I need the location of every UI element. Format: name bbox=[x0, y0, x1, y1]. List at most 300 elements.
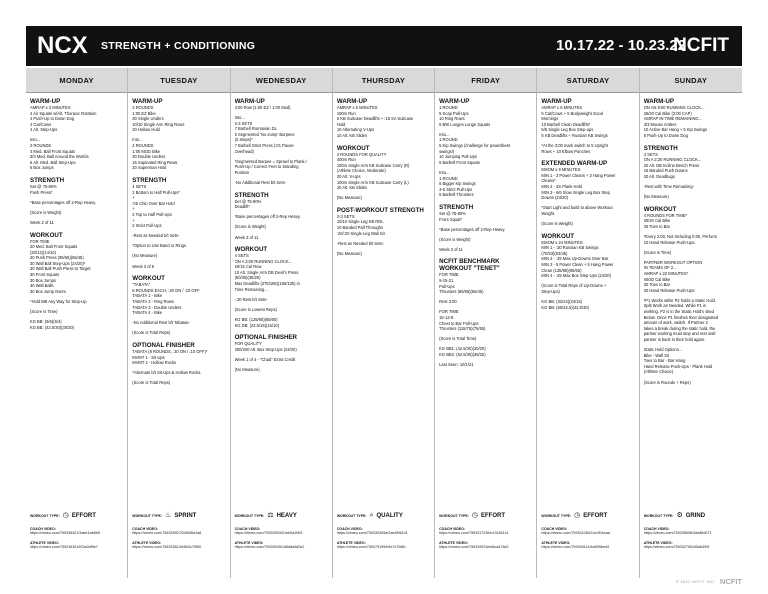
coach-video-label: COACH VIDEO: bbox=[643, 527, 670, 531]
workout-type bbox=[337, 510, 430, 522]
day-footer bbox=[541, 510, 634, 550]
date-range: 10.17.22 - 10.23.22 bbox=[556, 37, 687, 54]
section-title: STRENGTH bbox=[132, 177, 167, 185]
coach-video-link[interactable]: https://vimeo.com/759331729/cb131841c1 bbox=[439, 531, 509, 535]
program-line: Week 3 of 11 bbox=[439, 246, 463, 252]
program-line: 400m Run bbox=[336, 157, 356, 163]
day-footer bbox=[644, 510, 738, 550]
athlete-video-label: ATHLETE VIDEO: bbox=[336, 540, 366, 545]
day-header: THURSDAY bbox=[333, 68, 434, 93]
program-line: 3 SETS bbox=[643, 151, 658, 157]
program-line: TABATA 1 - Bike bbox=[132, 293, 163, 299]
workout-type-value: GRIND bbox=[685, 513, 706, 519]
program-line: 100m Single Arm KB Suitcase Carry (L) bbox=[336, 179, 409, 185]
program-line: 20 Superman Hold bbox=[132, 165, 167, 171]
program-line: partner is back in their hold again. bbox=[643, 337, 706, 342]
program-line: Into... bbox=[132, 137, 143, 143]
workout-type bbox=[541, 510, 634, 522]
workout-type-label: WORKOUT TYPE: bbox=[336, 514, 367, 518]
program-line: Into... bbox=[439, 131, 450, 137]
workout-type-value: EFFORT bbox=[71, 513, 96, 519]
section-title: EXTENDED WARM-UP bbox=[541, 160, 608, 168]
program-line: *Base percentages off 2-Rep Heavy. bbox=[234, 214, 301, 220]
clock-icon: ◷ bbox=[471, 512, 478, 519]
program-line: 20 Alt. Deadbugs bbox=[643, 173, 675, 179]
day-header: SATURDAY bbox=[537, 68, 638, 93]
program-line: 30 Wall Balls bbox=[30, 283, 54, 289]
program-line: (Score is Weight) bbox=[234, 224, 266, 230]
program-line: 10 Jumping Pull-Ups bbox=[439, 154, 477, 160]
day-program bbox=[235, 98, 328, 508]
workout-type-label: WORKOUT TYPE: bbox=[541, 514, 572, 518]
section-title: WARM-UP bbox=[234, 98, 265, 105]
workout-type-value: EFFORT bbox=[481, 513, 505, 519]
program-line: 30 Wall Ball Step-Ups (24/20)* bbox=[30, 260, 86, 266]
program-line: 7 Barbell Strict Press (:01 Pause bbox=[234, 143, 294, 149]
program-line: ON A 3:00 RUNNING CLOCK... bbox=[234, 258, 293, 264]
program-line: 20 Med. Ball Front Squats bbox=[30, 244, 78, 250]
athlete-video-link[interactable]: https://vimeo.com/759333813/b653c79f09 bbox=[132, 544, 201, 549]
program-line: AMRAP x 3 MINUTES bbox=[30, 105, 71, 110]
program-line: 100m Run bbox=[336, 110, 356, 116]
workout-type-label: WORKOUT TYPE: bbox=[132, 514, 163, 518]
program-line: Thrusters (115/75)(75/55) bbox=[439, 326, 486, 332]
day-column-thursday bbox=[333, 68, 435, 578]
program-line: KG BB: (42.5/30)(30/20) bbox=[30, 324, 75, 330]
program-line: Week 3 of 11 bbox=[234, 234, 259, 240]
program-line: KG BB: (125/85)(85/60) bbox=[234, 316, 278, 322]
program-line: Push-Up / Correct Feet to Standing bbox=[234, 164, 299, 170]
program-line: *Start Light and build to above Workout bbox=[541, 205, 613, 211]
day-header: FRIDAY bbox=[435, 68, 536, 93]
program-line: KG BB: (60/42.5)(42.5/30) bbox=[541, 304, 589, 310]
coach-video-link[interactable]: https://vimeo.com/759330309a/2ae4f961d1 bbox=[336, 531, 408, 535]
program-line: AMRAP x 22 MINUTES* bbox=[643, 270, 689, 276]
program-line: Step-Ups) bbox=[541, 288, 560, 294]
coach-video-link[interactable]: https://vimeo.com/759336421/3aee1ab8b5 bbox=[30, 531, 100, 535]
footer-logo: NCFIT bbox=[719, 577, 742, 586]
clock-icon: ◷ bbox=[62, 512, 69, 519]
workout-type bbox=[439, 510, 532, 522]
program-line: takes a break during the static hold, the bbox=[643, 325, 716, 331]
program-line: 10 Active Bar Hang + 5 Kip Swings bbox=[643, 127, 708, 133]
program-line: FOR TIME bbox=[30, 238, 50, 244]
day-header: SUNDAY bbox=[640, 68, 742, 93]
program-line: 30 Front Squats bbox=[30, 272, 60, 278]
workout-type-label: WORKOUT TYPE: bbox=[439, 514, 469, 518]
program-line: Week 2 of 11 bbox=[30, 219, 54, 225]
flame-icon: ♨ bbox=[165, 512, 172, 519]
program-line: 3 ROUNDS FOR QUALITY bbox=[336, 151, 387, 157]
program-line: 30 Box Jump Overs bbox=[30, 288, 66, 294]
program-line: 10 Ring Rows bbox=[439, 116, 465, 122]
program-line: Rest 3:00 bbox=[439, 299, 457, 305]
header-bar bbox=[26, 26, 742, 66]
program-line: Clean (135/95)(95/65) bbox=[541, 267, 582, 273]
program-line: 6 Box Jumps bbox=[30, 165, 54, 171]
program-line: KG BB1: (42.5/30)(30/20) bbox=[439, 346, 486, 352]
coach-video-link[interactable]: https://vimeo.com/759331084/14c4f1bcaa bbox=[541, 531, 610, 535]
program-line: 2-3 SETS bbox=[234, 120, 253, 126]
section-title: STRENGTH bbox=[439, 203, 474, 211]
program-line: 4 SETS bbox=[132, 184, 147, 190]
program-line: 5 Bigger Kip Swings bbox=[439, 181, 476, 187]
program-line: (Score is Total Reps of Up-Downs + bbox=[541, 283, 607, 289]
program-line: EMOM x 9 MINUTES bbox=[541, 167, 581, 173]
workout-type-label: WORKOUT TYPE: bbox=[234, 514, 265, 518]
program-line: 5 Segmented 'No-Jump' Burpees bbox=[234, 131, 295, 137]
program-line: working, P2 is in the Static Hold's sited bbox=[643, 309, 714, 315]
program-line: -Rest with Time Remaining- bbox=[643, 184, 694, 190]
program-line: 25/20 Cal Bike bbox=[643, 218, 671, 224]
program-line: 1 ROUND bbox=[439, 175, 458, 181]
program-line: 4 ROUNDS FOR TIME* bbox=[643, 212, 688, 218]
program-line: (Score is Weight) bbox=[439, 236, 471, 242]
program-line: (No Measure) bbox=[132, 253, 158, 259]
gear-icon: ⚙ bbox=[676, 512, 683, 519]
program-line: 4 Med. Ball Front Squats bbox=[30, 148, 76, 154]
program-line: 15 Supinated Ring Rows bbox=[132, 159, 178, 165]
program-line: FOR TIME bbox=[439, 272, 459, 278]
program-line: 5 Barbell Front Squats bbox=[439, 159, 480, 165]
program-line: Bike - Wall Sit bbox=[643, 352, 670, 358]
program-line: 300/200 Alt. Box Step-Ups (24/20) bbox=[234, 346, 297, 352]
program-line: MIN 1 - 3 Power Cleans + 3 Hang Power bbox=[541, 172, 616, 178]
program-line: 5 KB Deadlifts + Russian KB Swings bbox=[541, 132, 608, 138]
program-line: *Option to Use Band or Rings. bbox=[132, 243, 188, 249]
program-line: 3:00 Row (1:00 EZ / 1:00 Mod) bbox=[234, 105, 291, 110]
program-line: *Segmented Burpee = Sprawl to Plank / bbox=[234, 158, 307, 164]
program-subtitle: STRENGTH + CONDITIONING bbox=[101, 40, 256, 52]
program-line: 3/3 Mouse Antlers bbox=[643, 121, 677, 127]
week-grid bbox=[26, 68, 742, 578]
program-line: 2 ROUNDS bbox=[132, 143, 154, 149]
program-line: 20 Alt. DB Incline Bench Press bbox=[643, 162, 700, 168]
day-footer bbox=[30, 510, 123, 550]
day-footer bbox=[235, 510, 328, 550]
program-line: 10 Alternating V-Ups bbox=[336, 127, 375, 133]
program-line: (Score is Weight) bbox=[30, 209, 62, 215]
athlete-video-link[interactable]: https://vimeo.com/759216301/f02a0df9e7 bbox=[30, 544, 98, 549]
program-line: *Base percentages off 2-Rep Heavy. bbox=[439, 226, 506, 232]
athlete-video-link[interactable]: https://vimeo.com/759336114/4e809bed3 bbox=[541, 544, 610, 549]
program-line: 5 Push-Up to Down Dog bbox=[643, 132, 688, 138]
program-line: 25/20 Cal Bike (2:00 CAP) bbox=[643, 110, 692, 116]
program-line: 20 Push Press (95/65)(65/45) bbox=[30, 255, 84, 261]
section-title: WORKOUT bbox=[234, 246, 268, 254]
program-line: *Alternate b/t Sit-Ups & Hollow Rocks. bbox=[132, 370, 202, 376]
program-line: 10/10 Single Leg KB RDL bbox=[336, 219, 384, 225]
day-column-monday bbox=[26, 68, 128, 578]
section-title: STRENGTH bbox=[643, 144, 678, 152]
program-line: 30 Single Unders bbox=[132, 116, 164, 122]
program-line: 4 Cat/Cows bbox=[30, 121, 52, 127]
program-line: 2 ROUNDS bbox=[30, 143, 52, 149]
program-line: 30 Box Jumps bbox=[30, 277, 56, 283]
program-line: TABATA (8 ROUNDS, :20 ON / :10 OFF)* bbox=[132, 348, 208, 354]
program-line: KG BB: (32/24)(24/16) bbox=[541, 298, 583, 304]
coach-video-link[interactable]: https://vimeo.com/759330034/1eb0a1f4f3 bbox=[234, 531, 303, 535]
program-line: Below. Once P1 finishes their designated bbox=[643, 314, 719, 320]
program-line: 4 Push-Up to Down Dog bbox=[30, 116, 75, 122]
coach-video-label: COACH VIDEO: bbox=[132, 527, 159, 531]
program-line: *Every 2:00, Not Including 0:00, Perform bbox=[643, 234, 717, 239]
program-line: 5 Barbell Thrusters bbox=[439, 192, 474, 198]
section-title: WARM-UP bbox=[336, 98, 368, 105]
program-line: Into... bbox=[30, 137, 41, 143]
athlete-video-label: ATHLETE VIDEO: bbox=[132, 540, 162, 545]
program-line: (Score is Weight) bbox=[541, 221, 573, 226]
program-line: MIN 3 - 5 Power Clean + 5 Hang Power bbox=[541, 261, 614, 267]
ncfit-brand: NCFIT bbox=[673, 35, 729, 56]
program-line: 10/10 Single Arm Ring Rows bbox=[132, 121, 185, 127]
day-column-wednesday bbox=[231, 68, 333, 578]
program-line: 15 Banded Push Downs bbox=[643, 168, 688, 174]
program-line: *Hold MB Any Way for Step-Up bbox=[30, 298, 87, 304]
section-title: OPTIONAL FINISHER bbox=[234, 334, 298, 342]
program-line: 1:00 MOD Bike bbox=[132, 148, 161, 154]
program-line: Into... bbox=[439, 169, 450, 175]
day-program bbox=[30, 98, 123, 508]
program-line: :20/:20 Single Leg Wall Sit bbox=[336, 230, 385, 236]
section-title: WARM-UP bbox=[132, 98, 163, 105]
program-line: 7 Barbell Romanian DL bbox=[234, 126, 277, 132]
athlete-video-link[interactable]: https://vimeo.com/759339576/cb6ca478c0 bbox=[439, 544, 509, 549]
program-line: PARTNER WORKOUT OPTION bbox=[643, 259, 703, 265]
program-line: 5 Kip Swings (challenge for power/best bbox=[439, 143, 510, 149]
program-line: FOR TIME bbox=[439, 309, 459, 315]
program-line: 4 SETS bbox=[234, 253, 249, 259]
program-line: 1:00 EZ Bike bbox=[132, 110, 156, 116]
program-line: (No Measure) bbox=[336, 195, 362, 201]
program-line: 20 Alt. KB Slides bbox=[336, 185, 368, 191]
program-line: -No Additional Rest b/t Sets- bbox=[234, 180, 286, 186]
program-line: (Athlete Choice, Moderate) bbox=[336, 168, 386, 174]
program-line: Thrusters (95/65)(65/45) bbox=[439, 289, 484, 295]
program-line: 10 Barbell Clean Deadlifts* bbox=[541, 121, 591, 127]
section-title: WORKOUT bbox=[643, 205, 677, 213]
program-line: amount of work, switch. If Partner 2 bbox=[643, 320, 708, 326]
day-header: TUESDAY bbox=[128, 68, 229, 93]
day-header: MONDAY bbox=[26, 68, 127, 93]
program-line: MIN 2 - :45 Max Up-Downs Over Bar bbox=[541, 256, 609, 262]
program-line: MIN 2 - 4S Plank Hold bbox=[541, 184, 582, 190]
program-line: 20 Hollow Hold bbox=[132, 127, 160, 133]
section-title: WARM-UP bbox=[541, 98, 572, 105]
program-line: ON AN 8:00 RUNNING CLOCK... bbox=[643, 105, 705, 110]
program-line: 30 Double Unders bbox=[132, 154, 166, 160]
program-line: (20/14)(14/10) bbox=[30, 249, 56, 255]
program-line: Downs (24/20) bbox=[541, 195, 569, 201]
day-program bbox=[541, 98, 634, 508]
program-line: partner working must stop and rest until bbox=[643, 331, 716, 337]
workout-type-value: HEAVY bbox=[276, 513, 297, 519]
program-line: 5 KB Suitcase Deadlifts + :15 SA Suitcase bbox=[336, 116, 414, 122]
workout-type bbox=[132, 510, 225, 522]
day-column-sunday bbox=[640, 68, 742, 578]
section-title: WORKOUT bbox=[336, 144, 370, 152]
program-line: (3 Steps)* bbox=[234, 137, 253, 143]
section-title: NCFIT BENCHMARK WORKOUT "TENET" bbox=[439, 258, 500, 273]
program-line: (No Measure) bbox=[234, 366, 260, 372]
program-line: 100m Single Arm KB Suitcase Carry (R) bbox=[336, 162, 410, 168]
program-line: TABATA 2 - Ring Rows bbox=[132, 298, 174, 304]
program-line: + bbox=[132, 195, 135, 201]
athlete-video-label: ATHLETE VIDEO: bbox=[439, 540, 469, 545]
program-line: 1 ROUND bbox=[439, 137, 458, 143]
program-line: 3-5 Strict Pull-Ups bbox=[439, 186, 473, 192]
program-line: + bbox=[132, 206, 135, 212]
copyright-text: © 2022 NCFIT INC. bbox=[675, 579, 716, 584]
program-line: 4 Alt. Step-Ups bbox=[30, 127, 58, 133]
workout-type-label: WORKOUT TYPE: bbox=[643, 514, 674, 518]
section-title: STRENGTH bbox=[30, 177, 65, 185]
program-line: (Score is Time) bbox=[30, 309, 58, 315]
program-line: Pull-Ups bbox=[439, 283, 455, 289]
program-line: Deadlift* bbox=[234, 204, 251, 210]
program-line: Last Seen: 10/1/21 bbox=[439, 362, 474, 367]
workout-type-value: SPRINT bbox=[174, 513, 197, 519]
program-line: Into... bbox=[234, 115, 245, 121]
section-title: WORKOUT bbox=[30, 231, 63, 239]
day-footer bbox=[132, 510, 225, 550]
program-line: 2 Top to Half Pull-Ups bbox=[132, 212, 172, 217]
athlete-video-link[interactable]: https://vimeo.com/759332750/cf5a6490f bbox=[643, 544, 710, 549]
program-line: MVMT 2 - Hollow Rocks bbox=[132, 360, 177, 366]
program-line: + bbox=[132, 217, 135, 223]
athlete-video-link[interactable]: https://vimeo.com/759379199/b9e7c7fd6b bbox=[336, 544, 406, 549]
program-line: 10 Alt. Single Arm DB Devil's Press bbox=[234, 269, 299, 275]
program-line: Set @ 75-80% bbox=[234, 198, 262, 204]
program-line: TABATA 3 - Double Unders bbox=[132, 304, 182, 310]
program-line: 5 BW Lunges Lunge Squats bbox=[439, 121, 491, 127]
program-line: Static Hold Options... bbox=[643, 347, 683, 353]
program-line: Time Remaining... bbox=[234, 286, 268, 292]
program-line: 8 ROUNDS EACH, :20 ON / :10 OFF bbox=[132, 287, 200, 293]
footer-copyright bbox=[676, 577, 742, 586]
coach-video-label: COACH VIDEO: bbox=[541, 527, 568, 531]
program-line: Set @ 75-80% bbox=[30, 184, 57, 190]
day-program bbox=[644, 98, 738, 508]
day-footer bbox=[439, 510, 532, 550]
program-line: 4 Air Squats w/Alt. Thoracic Rotation bbox=[30, 110, 97, 116]
program-line: ON A 2:30 RUNNING CLOCK... bbox=[643, 157, 702, 163]
program-line: EMOM x 24 MINUTES bbox=[541, 239, 583, 245]
program-line: 10 Alt. KB Slides bbox=[336, 132, 368, 138]
program-line: 10 Banded Pall Throughs bbox=[336, 225, 383, 230]
section-title: WORKOUT bbox=[132, 275, 165, 283]
program-line: Hold bbox=[336, 121, 346, 127]
section-title: STRENGTH bbox=[234, 191, 269, 199]
program-line: -Rest as Needed b/t Sets- bbox=[132, 233, 180, 239]
program-line: TABATA 4 - Bike bbox=[132, 310, 163, 316]
program-line: Position bbox=[234, 169, 250, 175]
program-line: *Base percentages off 2-Rep Heavy. bbox=[30, 199, 97, 205]
day-column-saturday bbox=[537, 68, 639, 578]
program-line: 20 Alt. V-Ups bbox=[336, 173, 361, 179]
search-icon: ⌕ bbox=[369, 512, 374, 519]
day-program bbox=[439, 98, 532, 508]
program-line: (Score is Total Reps) bbox=[132, 380, 171, 386]
workout-type-value: EFFORT bbox=[583, 513, 608, 519]
program-line: 9-15-21 bbox=[439, 277, 454, 283]
program-line: "TABATA" bbox=[132, 282, 151, 288]
program-line: Hand Release Push-Ups - Plank Hold bbox=[643, 363, 713, 369]
coach-video-label: COACH VIDEO: bbox=[234, 527, 261, 531]
program-line: 20 Hand Release Push-Ups bbox=[643, 287, 695, 293]
program-line: AMRAP IN TIME REMAINING... bbox=[643, 116, 703, 122]
program-line: Mornings bbox=[541, 116, 559, 122]
program-line: 25 Toes to Bar bbox=[643, 223, 671, 229]
program-line: 3/3 Med. Ball Around the Worlds bbox=[30, 154, 89, 160]
program-line: 6 Alt. Med. Ball Step-Ups bbox=[30, 159, 76, 165]
day-header: WEDNESDAY bbox=[231, 68, 332, 93]
program-line: 30 Wall Ball Push Press to Target bbox=[30, 266, 91, 272]
program-line: MIN 3 - 6/6 Slow Single Leg Box Step bbox=[541, 189, 610, 195]
program-line: 2 ROUNDS bbox=[132, 105, 154, 110]
program-line: MIN 4 - :45 Max Box Step-Ups (24/20) bbox=[541, 273, 612, 279]
program-line: Cleans* bbox=[541, 178, 556, 184]
program-line: Chest to Bar Pull-Ups bbox=[439, 320, 479, 326]
program-line: (No Measure) bbox=[336, 250, 362, 256]
athlete-video-link[interactable]: https://vimeo.com/759330451/d6d8a9d0a7 bbox=[234, 544, 305, 549]
program-line: Set @ 75-80% bbox=[439, 210, 466, 216]
weight-icon: ⚖ bbox=[267, 512, 274, 519]
program-line: (Score is Lowest Reps) bbox=[234, 306, 277, 312]
day-column-tuesday bbox=[128, 68, 230, 578]
clock-icon: ◷ bbox=[574, 512, 581, 519]
program-line: (50/35)(35/20) bbox=[234, 275, 261, 281]
athlete-video-label: ATHLETE VIDEO: bbox=[643, 540, 673, 545]
section-title: WARM-UP bbox=[643, 98, 674, 105]
program-line: -:30 Rest b/t Sets- bbox=[234, 296, 268, 302]
program-line: Toes to Bar - Bar Hang bbox=[643, 358, 686, 364]
coach-video-link[interactable]: https://vimeo.com/759335096/3de88d071 bbox=[643, 531, 712, 535]
workout-type bbox=[235, 510, 328, 522]
program-line: Split Work as Needed. While P1 is bbox=[643, 303, 706, 309]
program-line: AMRAP x 6 MINUTES bbox=[336, 105, 378, 110]
program-line: (Athlete Choice) bbox=[643, 369, 674, 375]
ncx-logo: NCX bbox=[37, 32, 88, 59]
day-column-friday bbox=[435, 68, 537, 578]
program-line: -Rest as Needed b/t Sets- bbox=[336, 240, 384, 246]
coach-video-link[interactable]: https://vimeo.com/759339927/04f3d5d1a8 bbox=[132, 531, 202, 535]
program-line: KG BB: (9/6)(6/4) bbox=[30, 319, 62, 325]
day-program bbox=[337, 98, 430, 508]
program-line: KG DB: (22.5/15)(15/10) bbox=[234, 322, 279, 328]
program-line: 20/15 Cal Row bbox=[234, 264, 262, 270]
program-line: 5/5 Single Leg Box Step-ups bbox=[541, 127, 594, 133]
section-title: WARM-UP bbox=[439, 98, 470, 105]
program-line: Max Deadlifts (275/185)(185/135) in bbox=[234, 281, 300, 287]
workout-type-value: QUALITY bbox=[376, 513, 403, 519]
program-line: 40/30 Cal Bike bbox=[643, 276, 671, 282]
workout-type bbox=[644, 510, 738, 522]
workout-type bbox=[30, 510, 123, 522]
program-line: MIN 1 - :30 Russian KB Swings bbox=[541, 245, 599, 251]
program-line: Front Squat* bbox=[439, 216, 463, 222]
program-line: *P1 Works while P2 holds a Static Hold. bbox=[643, 297, 716, 303]
program-line: Push Press* bbox=[30, 189, 53, 195]
coach-video-label: COACH VIDEO: bbox=[30, 527, 56, 531]
program-line: 5 Cat/Cows + 5 Bodyweight Good bbox=[541, 110, 603, 116]
program-line: MVMT 1 - Sit-Ups bbox=[132, 354, 165, 360]
program-line: 15-12-9 bbox=[439, 314, 454, 320]
program-line: IN TEAMS OF 2... bbox=[643, 265, 677, 271]
program-line: (Score is Rounds + Reps) bbox=[643, 379, 691, 385]
program-line: -No Additional Rest b/t Tabatas- bbox=[132, 320, 190, 326]
program-line: KG BB2: (52.5/35)(35/25) bbox=[439, 351, 486, 357]
